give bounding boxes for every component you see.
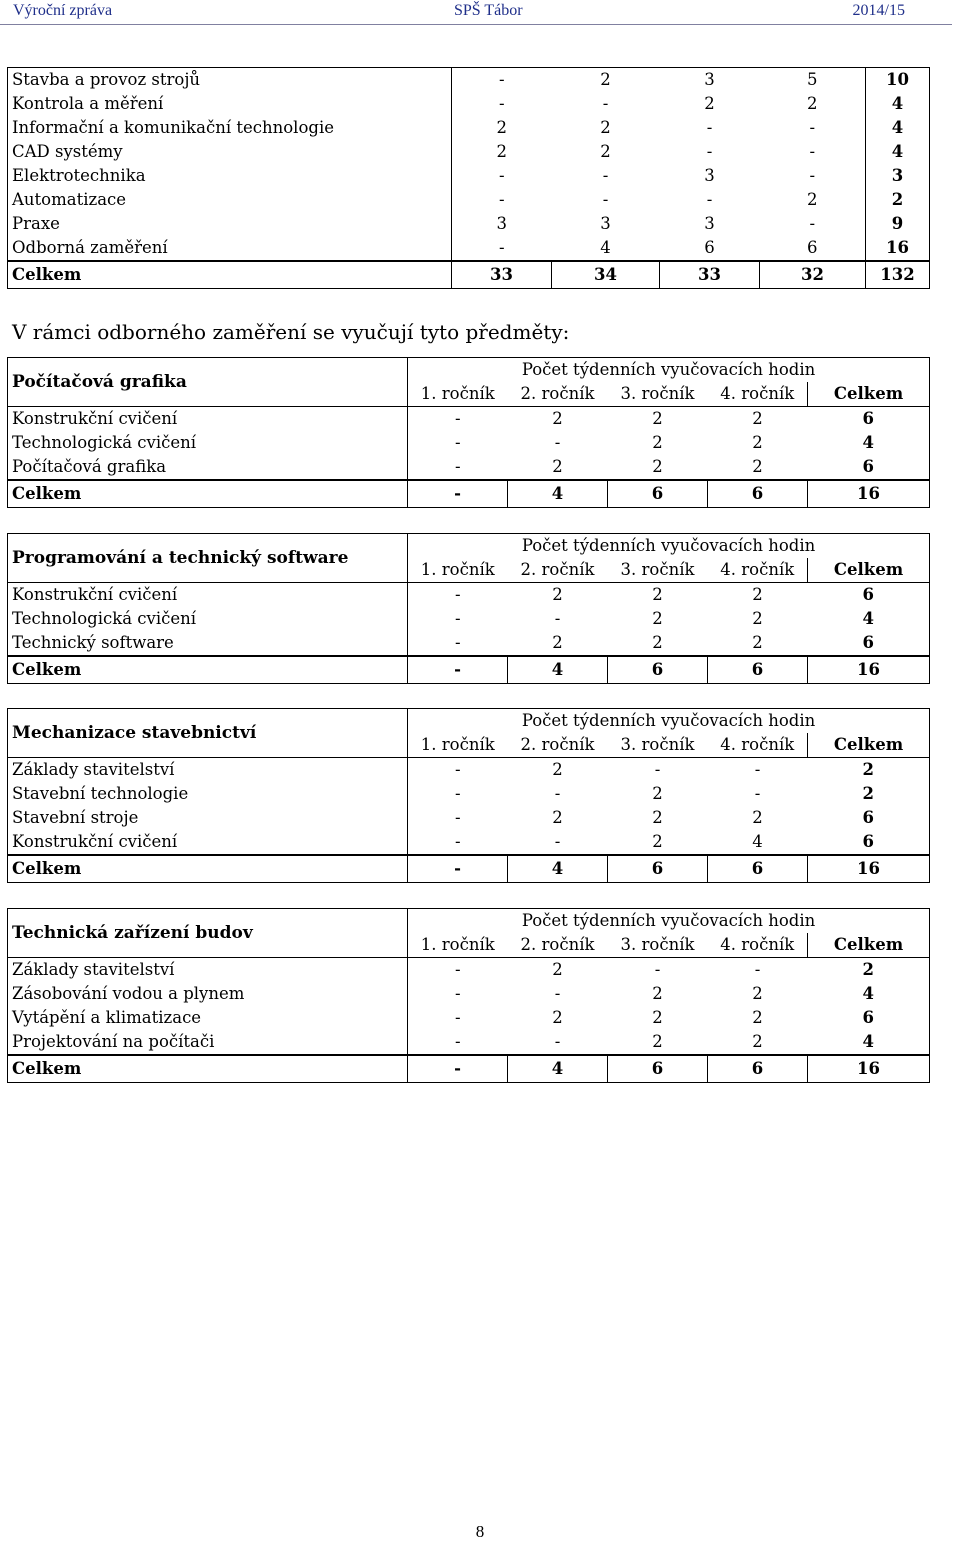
column-header: 4. ročník [720, 735, 795, 754]
header-center: SPŠ Tábor [454, 2, 523, 19]
hours-cell: 2 [752, 457, 763, 476]
table-row [8, 236, 930, 261]
hours-cell: 2 [652, 832, 663, 851]
subject-name: Vytápění a klimatizace [8, 1006, 408, 1030]
total-row [8, 261, 930, 289]
column-header: 1. ročník [408, 558, 508, 583]
hours-cell: 4 [866, 116, 930, 140]
total-cell: 6 [608, 1055, 708, 1083]
section-title: Programování a technický software [8, 534, 408, 583]
hours-cell: 6 [807, 238, 818, 257]
hours-cell: - [408, 431, 508, 455]
hours-cell: 2 [552, 633, 563, 652]
hours-caption: Počet týdenních vyučovacích hodin [408, 358, 930, 383]
hours-cell: 4 [808, 607, 930, 631]
hours-cell: - [452, 92, 552, 116]
hours-cell: 9 [866, 212, 930, 236]
hours-cell: - [452, 68, 552, 93]
hours-cell: 3 [660, 68, 760, 93]
subject-name: Konstrukční cvičení [8, 830, 408, 855]
total-cell: 6 [708, 656, 808, 684]
total-label: Celkem [8, 1055, 408, 1083]
total-row [8, 656, 930, 684]
intro-heading: V rámci odborného zaměření se vyučují tyto předměty: [12, 320, 570, 344]
hours-cell: - [452, 188, 552, 212]
column-header: 1. ročník [408, 933, 508, 958]
hours-cell: - [408, 830, 508, 855]
hours-cell: - [708, 758, 808, 783]
hours-cell: 2 [708, 583, 808, 608]
total-cell: 4 [508, 1055, 608, 1083]
total-cell: - [408, 855, 508, 883]
subject-name: Praxe [8, 212, 452, 236]
table-row [8, 758, 930, 783]
hours-cell: - [452, 236, 552, 261]
hours-cell: 2 [508, 583, 608, 608]
hours-cell: - [706, 142, 713, 161]
section-title: Technická zařízení budov [8, 909, 408, 958]
hours-cell: 2 [752, 433, 763, 452]
table-row [8, 782, 930, 806]
hours-cell: 2 [652, 808, 663, 827]
hours-cell: 6 [808, 830, 930, 855]
total-cell: 4 [508, 480, 608, 508]
total-cell: 16 [808, 1055, 930, 1083]
total-cell: 32 [760, 261, 866, 289]
hours-cell: 2 [704, 94, 715, 113]
hours-cell: 16 [866, 236, 930, 261]
total-label: Celkem [8, 656, 408, 684]
total-cell: 33 [660, 261, 760, 289]
hours-cell: - [554, 784, 561, 803]
hours-cell: 6 [808, 407, 930, 432]
section-header-row [8, 909, 930, 934]
header-right: 2014/15 [852, 2, 905, 19]
hours-cell: 3 [866, 164, 930, 188]
header-rule [0, 24, 952, 25]
hours-cell: - [408, 806, 508, 830]
column-header: 2. ročník [520, 935, 595, 954]
section-header-row [8, 534, 930, 559]
hours-cell: - [809, 166, 816, 185]
hours-cell: - [554, 832, 561, 851]
main-hours-table [7, 67, 930, 289]
column-header: 3. ročník [620, 560, 695, 579]
hours-cell: 2 [752, 609, 763, 628]
total-cell: 6 [608, 480, 708, 508]
total-cell: - [408, 656, 508, 684]
hours-cell: - [602, 166, 609, 185]
table-row [8, 1006, 930, 1030]
hours-cell: 2 [808, 782, 930, 806]
subject-name: Elektrotechnika [8, 164, 452, 188]
hours-cell: 2 [600, 118, 611, 137]
hours-cell: 4 [808, 982, 930, 1006]
hours-cell: - [408, 607, 508, 631]
hours-cell: 2 [652, 609, 663, 628]
hours-cell: - [408, 631, 508, 656]
hours-cell: - [708, 958, 808, 983]
hours-cell: - [408, 1006, 508, 1030]
total-cell: 16 [808, 656, 930, 684]
hours-cell: 2 [552, 1008, 563, 1027]
table-row [8, 631, 930, 656]
hours-cell: - [754, 784, 761, 803]
column-header: Celkem [808, 382, 930, 407]
hours-cell: 2 [866, 188, 930, 212]
total-cell: 4 [508, 855, 608, 883]
column-header: 2. ročník [520, 560, 595, 579]
column-header: Celkem [808, 733, 930, 758]
column-header: 1. ročník [408, 733, 508, 758]
column-header: 2. ročník [520, 735, 595, 754]
hours-cell: 2 [652, 457, 663, 476]
total-label: Celkem [8, 855, 408, 883]
section-table [7, 533, 930, 684]
hours-cell: 2 [552, 457, 563, 476]
hours-cell: 2 [652, 633, 663, 652]
hours-cell: - [408, 1030, 508, 1055]
table-row [8, 958, 930, 983]
table-row [8, 164, 930, 188]
hours-cell: - [408, 455, 508, 480]
hours-cell: 6 [808, 1006, 930, 1030]
hours-cell: - [408, 782, 508, 806]
page-header [0, 0, 960, 24]
subject-name: Stavba a provoz strojů [8, 68, 452, 93]
hours-cell: 2 [508, 958, 608, 983]
section-title: Počítačová grafika [8, 358, 408, 407]
table-row [8, 1030, 930, 1055]
subject-name: CAD systémy [8, 140, 452, 164]
table-row [8, 212, 930, 236]
hours-cell: 4 [866, 92, 930, 116]
section-title: Mechanizace stavebnictví [8, 709, 408, 758]
total-cell: 6 [708, 1055, 808, 1083]
total-row [8, 480, 930, 508]
hours-cell: - [809, 142, 816, 161]
hours-cell: - [809, 214, 816, 233]
hours-cell: - [408, 982, 508, 1006]
subject-name: Počítačová grafika [8, 455, 408, 480]
hours-cell: 4 [866, 140, 930, 164]
hours-cell: 2 [752, 633, 763, 652]
hours-cell: 4 [600, 238, 611, 257]
hours-cell: 3 [600, 214, 611, 233]
total-row [8, 855, 930, 883]
table-row [8, 140, 930, 164]
hours-cell: 2 [452, 116, 552, 140]
total-cell: 6 [708, 855, 808, 883]
table-row [8, 830, 930, 855]
hours-cell: - [706, 118, 713, 137]
section-table [7, 708, 930, 883]
hours-cell: 6 [704, 238, 715, 257]
hours-cell: - [706, 190, 713, 209]
table-row [8, 583, 930, 608]
section-table [7, 908, 930, 1083]
hours-cell: 2 [608, 407, 708, 432]
hours-cell: 6 [808, 631, 930, 656]
total-cell: - [408, 1055, 508, 1083]
hours-cell: - [408, 958, 508, 983]
hours-cell: 2 [452, 140, 552, 164]
hours-cell: 2 [608, 583, 708, 608]
total-cell: 4 [508, 656, 608, 684]
total-cell: 34 [552, 261, 660, 289]
subject-name: Technický software [8, 631, 408, 656]
hours-cell: 6 [808, 455, 930, 480]
hours-cell: 2 [752, 808, 763, 827]
total-cell: 132 [866, 261, 930, 289]
header-left: Výroční zpráva [13, 2, 113, 19]
total-cell: 6 [608, 855, 708, 883]
hours-cell: 2 [808, 758, 930, 783]
table-row [8, 982, 930, 1006]
subject-name: Konstrukční cvičení [8, 407, 408, 432]
hours-cell: 2 [552, 808, 563, 827]
hours-cell: - [554, 609, 561, 628]
hours-caption: Počet týdenních vyučovacích hodin [408, 709, 930, 734]
column-header: 2. ročník [520, 384, 595, 403]
table-row [8, 806, 930, 830]
total-cell: 16 [808, 480, 930, 508]
hours-cell: 2 [508, 758, 608, 783]
section-table [7, 357, 930, 508]
table-row [8, 68, 930, 93]
column-header: Celkem [808, 933, 930, 958]
subject-name: Projektování na počítači [8, 1030, 408, 1055]
hours-cell: - [408, 583, 508, 608]
total-cell: - [408, 480, 508, 508]
hours-cell: 6 [808, 583, 930, 608]
hours-cell: - [452, 164, 552, 188]
hours-cell: - [602, 94, 609, 113]
hours-cell: 6 [808, 806, 930, 830]
hours-cell: 2 [752, 1032, 763, 1051]
hours-cell: 2 [708, 407, 808, 432]
hours-cell: 3 [452, 212, 552, 236]
column-header: 4. ročník [720, 935, 795, 954]
total-cell: 6 [708, 480, 808, 508]
total-cell: 33 [452, 261, 552, 289]
hours-cell: 3 [704, 214, 715, 233]
hours-cell: 10 [866, 68, 930, 93]
hours-cell: 2 [752, 1008, 763, 1027]
hours-cell: 4 [808, 431, 930, 455]
hours-cell: 2 [807, 190, 818, 209]
subject-name: Kontrola a měření [8, 92, 452, 116]
hours-cell: - [608, 758, 708, 783]
subject-name: Automatizace [8, 188, 452, 212]
hours-cell: 2 [652, 984, 663, 1003]
table-row [8, 188, 930, 212]
page-number: 8 [475, 1522, 485, 1541]
hours-cell: - [554, 433, 561, 452]
hours-cell: - [608, 958, 708, 983]
column-header: 3. ročník [620, 384, 695, 403]
table-row [8, 407, 930, 432]
total-cell: 6 [608, 656, 708, 684]
total-label: Celkem [8, 480, 408, 508]
subject-name: Základy stavitelství [8, 958, 408, 983]
table-row [8, 431, 930, 455]
hours-cell: - [408, 407, 508, 432]
subject-name: Technologická cvičení [8, 431, 408, 455]
table-row [8, 92, 930, 116]
hours-cell: 2 [652, 1032, 663, 1051]
subject-name: Konstrukční cvičení [8, 583, 408, 608]
subject-name: Informační a komunikační technologie [8, 116, 452, 140]
hours-cell: 2 [600, 142, 611, 161]
hours-cell: - [554, 984, 561, 1003]
subject-name: Zásobování vodou a plynem [8, 982, 408, 1006]
hours-cell: 2 [552, 68, 660, 93]
table-row [8, 455, 930, 480]
hours-cell: 2 [508, 407, 608, 432]
hours-cell: 2 [807, 94, 818, 113]
column-header: 4. ročník [720, 384, 795, 403]
hours-caption: Počet týdenních vyučovacích hodin [408, 534, 930, 559]
hours-cell: 5 [760, 68, 866, 93]
total-cell: 16 [808, 855, 930, 883]
total-label: Celkem [8, 261, 452, 289]
hours-cell: - [809, 118, 816, 137]
column-header: Celkem [808, 558, 930, 583]
subject-name: Odborná zaměření [8, 236, 452, 261]
total-row [8, 1055, 930, 1083]
subject-name: Stavební technologie [8, 782, 408, 806]
hours-cell: 2 [652, 784, 663, 803]
hours-cell: 3 [704, 166, 715, 185]
hours-cell: - [408, 758, 508, 783]
hours-cell: 2 [652, 1008, 663, 1027]
hours-cell: 2 [652, 433, 663, 452]
hours-caption: Počet týdenních vyučovacích hodin [408, 909, 930, 934]
subject-name: Stavební stroje [8, 806, 408, 830]
subject-name: Technologická cvičení [8, 607, 408, 631]
hours-cell: - [602, 190, 609, 209]
hours-cell: 4 [808, 1030, 930, 1055]
column-header: 4. ročník [720, 560, 795, 579]
section-header-row [8, 358, 930, 383]
hours-cell: 2 [752, 984, 763, 1003]
column-header: 3. ročník [620, 935, 695, 954]
column-header: 1. ročník [408, 382, 508, 407]
column-header: 3. ročník [620, 735, 695, 754]
table-row [8, 116, 930, 140]
section-header-row [8, 709, 930, 734]
hours-cell: 2 [808, 958, 930, 983]
hours-cell: 4 [752, 832, 763, 851]
subject-name: Základy stavitelství [8, 758, 408, 783]
table-row [8, 607, 930, 631]
hours-cell: - [554, 1032, 561, 1051]
